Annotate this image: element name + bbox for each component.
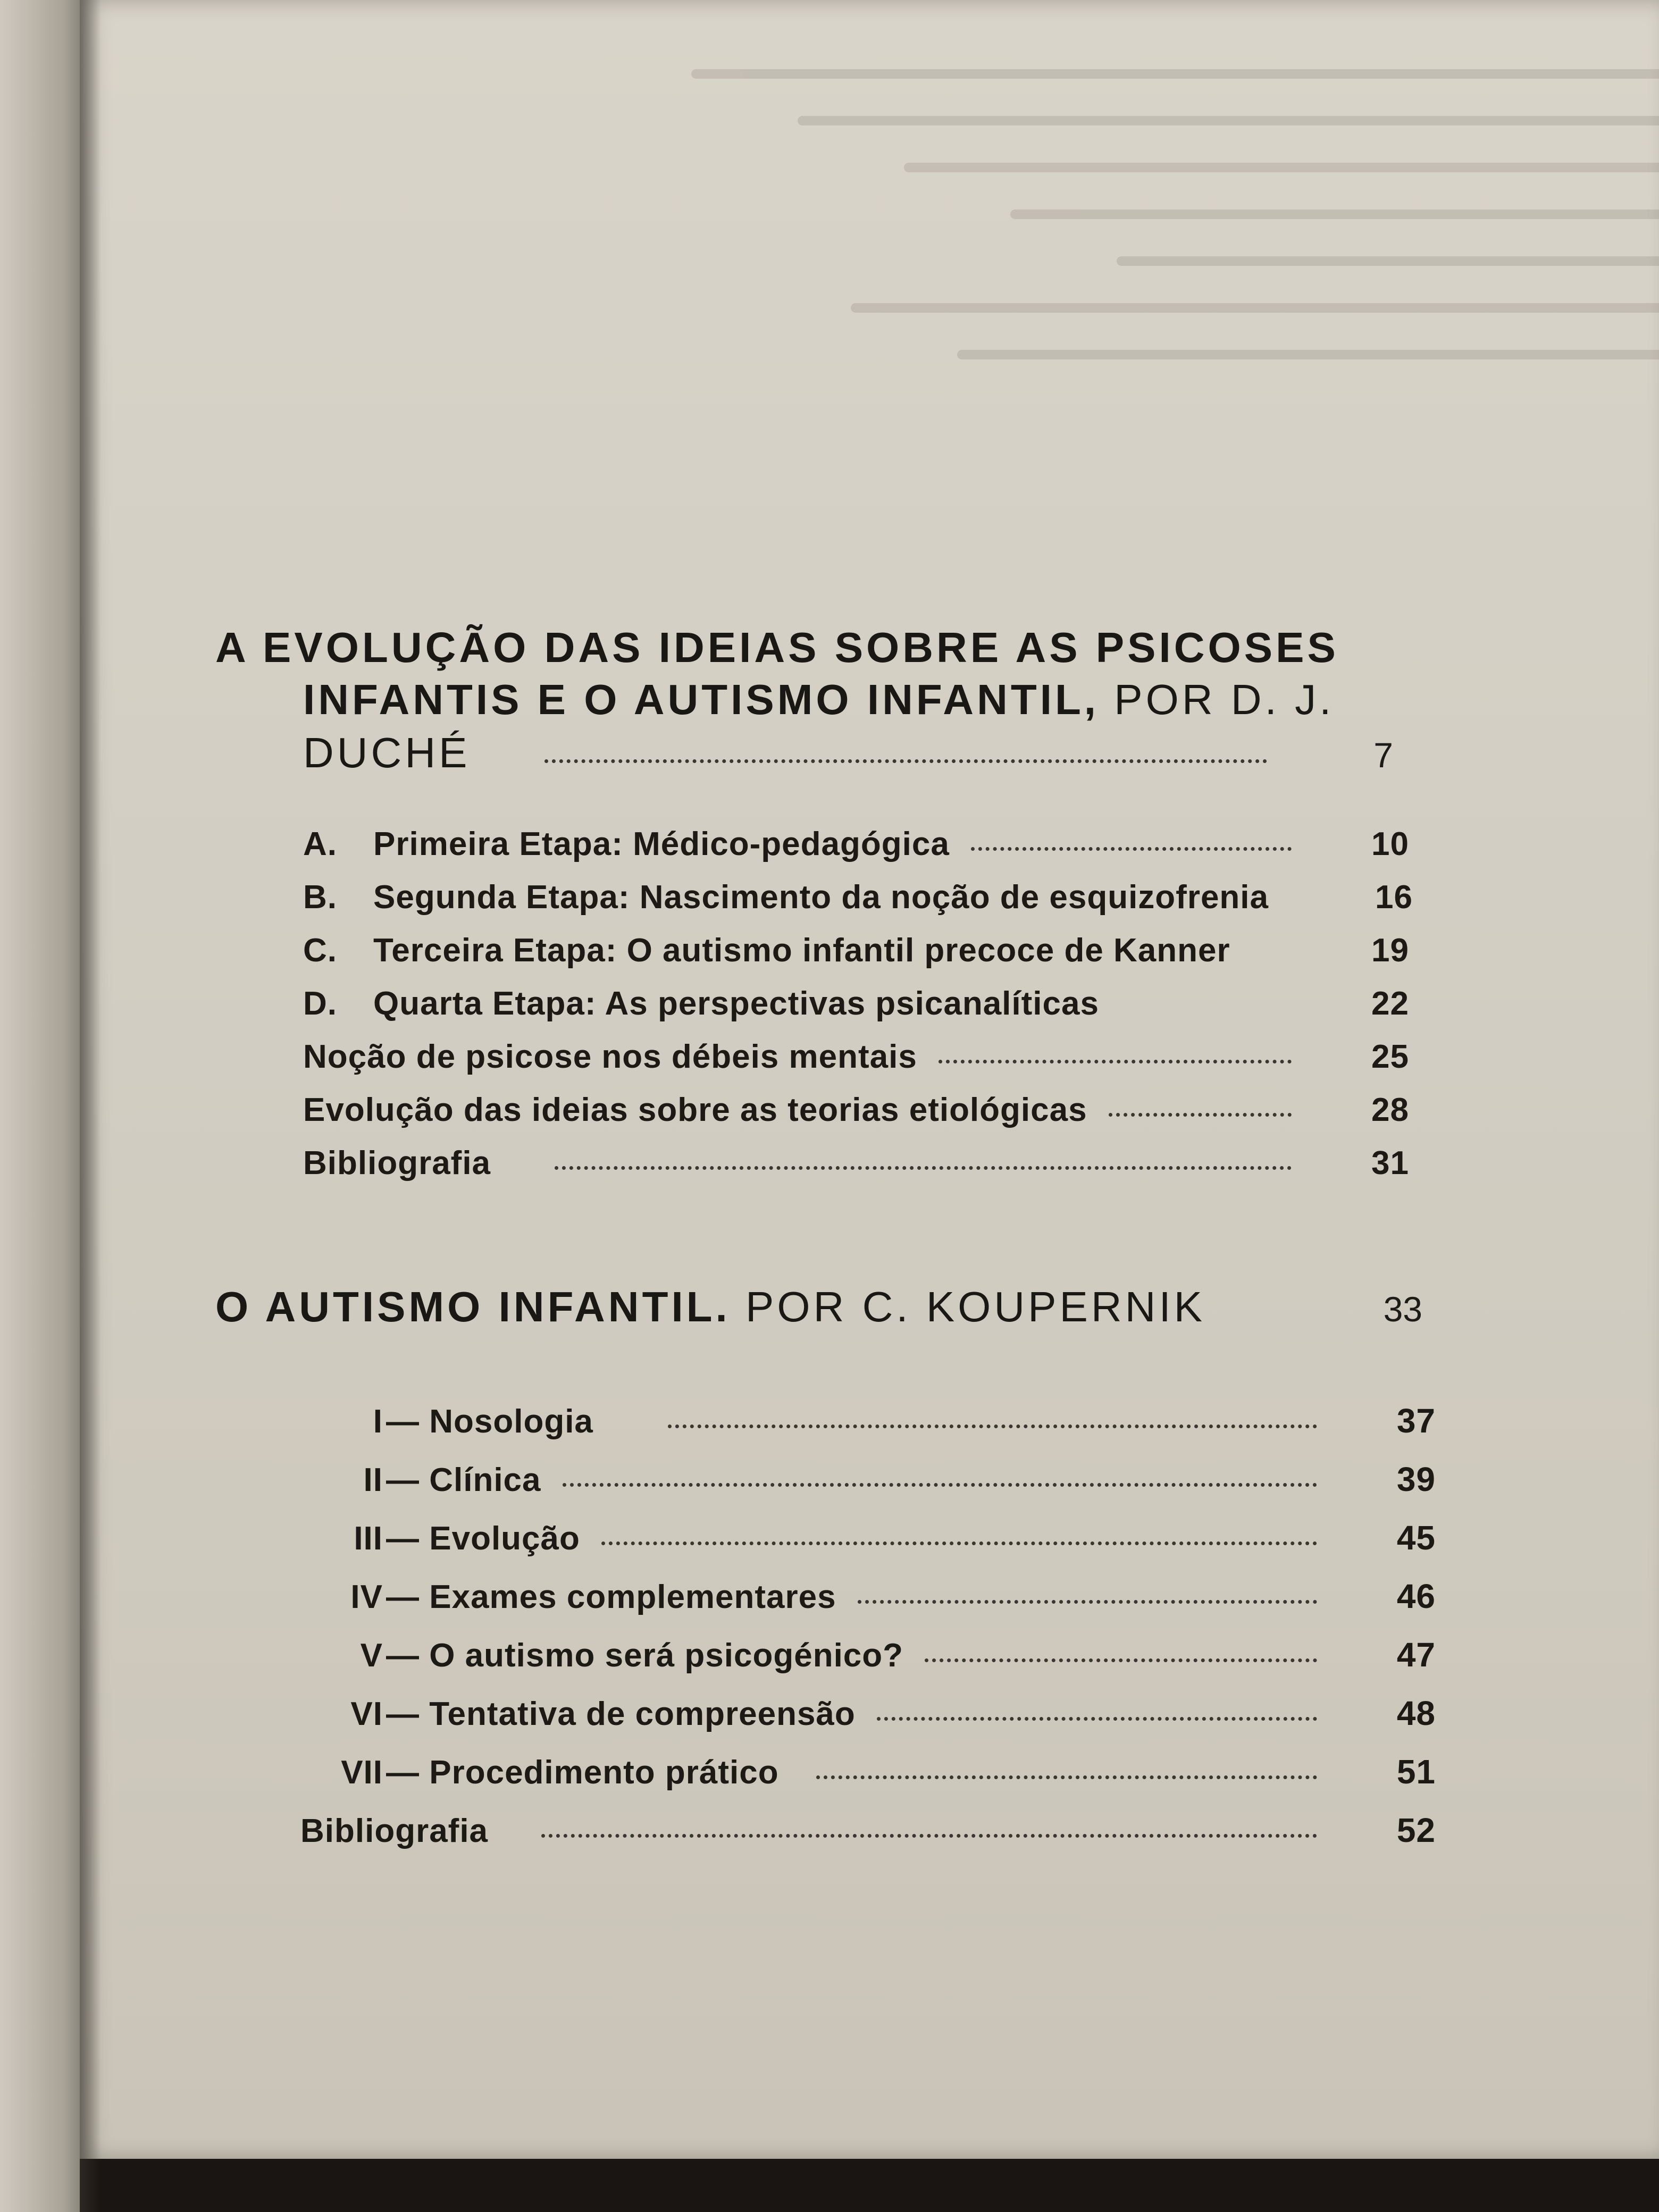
entry-page-number: 52 (1396, 1811, 1436, 1849)
leader-space (1120, 1007, 1297, 1010)
entry-page-number: 19 (1371, 932, 1409, 969)
entry-label: O autismo será psicogénico? (429, 1637, 904, 1674)
entry-roman-numeral: VII (341, 1754, 383, 1791)
entry-page-number: 37 (1396, 1402, 1436, 1440)
entry-roman-numeral: V (360, 1637, 383, 1674)
entry-marker: C. (303, 932, 337, 969)
entry-label: Evolução das ideias sobre as teorias etiológicas (303, 1092, 1087, 1128)
leader-dots (668, 1425, 1317, 1428)
chapter-1-title-line-1: A EVOLUÇÃO DAS IDEIAS SOBRE AS PSICOSES (215, 624, 1339, 671)
entry-page-number: 16 (1375, 879, 1413, 916)
entry-marker: D. (303, 985, 337, 1022)
leader-dots (1109, 1113, 1292, 1117)
toc-entry: I— Nosologia 37 (298, 1401, 1436, 1440)
leader-dots (563, 1483, 1317, 1487)
entry-roman-numeral: III (354, 1520, 383, 1557)
chapter-2-author: POR C. KOUPERNIK (745, 1283, 1206, 1330)
toc-entry (303, 1038, 1409, 1076)
entry-label: Terceira Etapa: O autismo infantil precoce de Kanner (373, 932, 1230, 969)
leader-dots (544, 759, 1267, 763)
entry-label: Quarta Etapa: As perspectivas psicanalíticas (373, 985, 1099, 1022)
chapter-1-title-line-2 (303, 674, 1334, 725)
toc-entry: VII— Procedimento prático 51 (298, 1752, 1436, 1791)
entry-page-number: 22 (1371, 985, 1409, 1022)
toc-entry: VI— Tentativa de compreensão 48 (298, 1694, 1436, 1733)
entry-page-number: 28 (1371, 1092, 1409, 1128)
entry-label: Bibliografia (303, 1145, 491, 1182)
chapter-1-title-row (303, 727, 1393, 778)
toc-entry: II— Clínica 39 (298, 1460, 1436, 1499)
entry-label: Procedimento prático (429, 1754, 779, 1791)
entry-label: Segunda Etapa: Nascimento da noção de esquizofrenia (373, 879, 1269, 916)
entry-page-number: 25 (1371, 1038, 1409, 1075)
toc-entry (300, 1811, 1436, 1850)
entry-roman-numeral: I (373, 1403, 383, 1440)
entry-marker: A. (303, 826, 337, 862)
entry-label: Nosologia (429, 1403, 593, 1440)
entry-label: Clínica (429, 1462, 541, 1498)
entry-label: Tentativa de compreensão (429, 1696, 856, 1732)
chapter-1-author-prefix: POR D. J. (1114, 676, 1335, 723)
leader-dots (555, 1166, 1292, 1170)
toc-entry (303, 1091, 1409, 1129)
toc-entry (303, 985, 1409, 1023)
chapter-1-title-text: INFANTIS E O AUTISMO INFANTIL, (303, 676, 1100, 723)
entry-page-number: 10 (1371, 826, 1409, 862)
leader-dots (925, 1658, 1317, 1662)
entry-label: Primeira Etapa: Médico-pedagógica (373, 826, 950, 862)
chapter-2-title: O AUTISMO INFANTIL. (215, 1283, 731, 1330)
leader-dots (816, 1775, 1317, 1779)
leader-space (1227, 1313, 1362, 1317)
toc-entry (303, 1144, 1409, 1182)
entry-label: Evolução (429, 1520, 580, 1557)
entry-roman-numeral: IV (350, 1579, 383, 1615)
entry-page-number: 39 (1396, 1460, 1436, 1498)
toc-entry: IV— Exames complementares 46 (298, 1577, 1436, 1616)
entry-roman-numeral: VI (350, 1696, 383, 1732)
entry-label: Bibliografia (300, 1813, 489, 1849)
entry-page-number: 47 (1396, 1636, 1436, 1674)
toc-entry (303, 825, 1409, 863)
leader-dots (858, 1600, 1317, 1604)
leader-dots (541, 1834, 1317, 1838)
toc-entry: III— Evolução 45 (298, 1518, 1436, 1557)
entry-label: Exames complementares (429, 1579, 836, 1615)
toc-entry (303, 878, 1413, 916)
entry-page-number: 46 (1396, 1577, 1436, 1615)
chapter-2-page-number: 33 (1383, 1289, 1422, 1329)
leader-dots (971, 847, 1292, 851)
chapter-1-author-name: DUCHÉ (303, 729, 471, 776)
entry-page-number: 31 (1371, 1145, 1409, 1182)
entry-page-number: 48 (1396, 1694, 1436, 1732)
entry-page-number: 51 (1396, 1753, 1436, 1791)
chapter-1-page-number: 7 (1373, 735, 1393, 775)
leader-dots (939, 1060, 1292, 1063)
leader-space (1252, 953, 1297, 957)
entry-label: Noção de psicose nos débeis mentais (303, 1038, 917, 1075)
entry-page-number: 45 (1396, 1519, 1436, 1557)
toc-entry: V— O autismo será psicogénico? 47 (298, 1635, 1436, 1674)
entry-marker: B. (303, 879, 337, 916)
entry-roman-numeral: II (363, 1462, 383, 1498)
leader-dots (877, 1717, 1317, 1721)
chapter-2-title-row (215, 1281, 1422, 1333)
leader-dots (601, 1541, 1317, 1545)
toc-entry (303, 932, 1409, 969)
leader-space (1290, 900, 1301, 904)
